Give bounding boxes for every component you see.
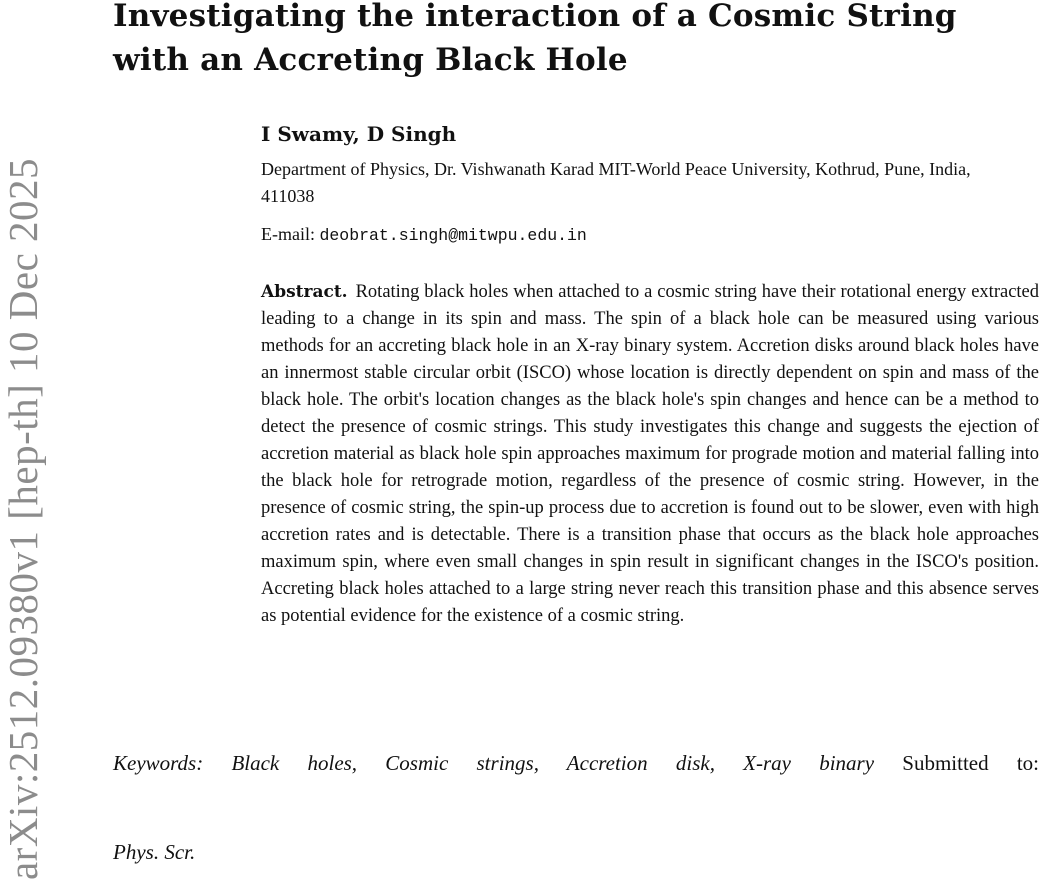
keywords-line <box>113 749 1039 777</box>
abstract-text: Rotating black holes when attached to a cosmic string have their rotational energy extracted leading to a change in its spin and mass. The spin of a black hole can be measured using various methods for an accreting black hole in an X-ray binary system. Accretion disks around black holes have an innermost stable circular orbit (ISCO) whose location is directly dependent on spin and mass of the black hole. The orbit's location changes as the black hole's spin changes and hence can be a method to detect the presence of cosmic strings. This study investigates this change and suggests the ejection of accretion material as black hole spin approaches maximum for prograde motion and material falling into the black hole for retrograde motion, regardless of the presence of cosmic string. However, in the presence of cosmic string, the spin-up process due to accretion is found out to be slower, even with high accretion rates and is detectable. There is a transition phase that occurs as the black hole approaches maximum spin, where even small changes in spin result in significant changes in the ISCO's position. Accreting black holes attached to a large string never reach this transition phase and this absence serves as potential evidence for the existence of a cosmic string. <box>261 282 1039 626</box>
keywords-label: Keywords: <box>113 751 204 775</box>
author-affiliation: Department of Physics, Dr. Vishwanath Karad MIT-World Peace University, Kothrud, Pune, India, 411038 <box>261 159 971 206</box>
arxiv-stamp-text: arXiv:2512.09380v1 [hep-th] 10 Dec 2025 <box>0 157 47 881</box>
arxiv-identifier-stamp <box>0 150 47 888</box>
keywords-list: Black holes, Cosmic strings, Accretion disk, X-ray binary <box>231 751 875 775</box>
journal-name: Phys. Scr. <box>113 840 196 864</box>
abstract-label: Abstract. <box>261 282 348 302</box>
submitted-label: Submitted to: <box>902 751 1040 775</box>
author-email <box>261 221 587 249</box>
email-label: E-mail: <box>261 224 320 244</box>
paper-authors: I Swamy, D Singh <box>261 122 457 146</box>
email-address: deobrat.singh@mitwpu.edu.in <box>319 226 587 245</box>
abstract <box>261 279 1039 630</box>
paper-title: Investigating the interaction of a Cosmic String with an Accreting Black Hole <box>113 0 957 78</box>
